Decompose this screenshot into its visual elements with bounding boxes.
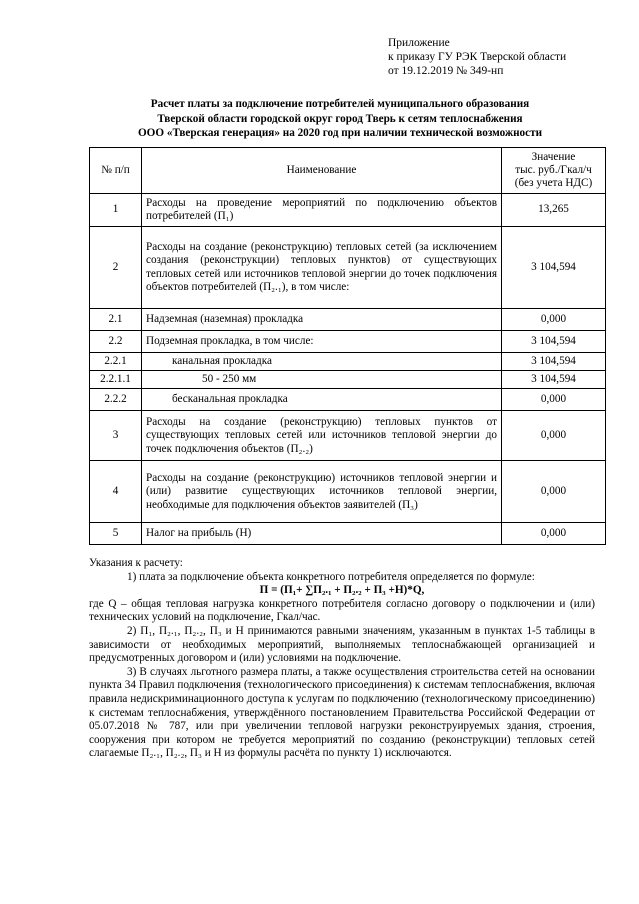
- table-row: [90, 331, 606, 353]
- row-value: 13,265: [502, 194, 606, 227]
- row-num: 2.2.1: [90, 353, 142, 371]
- table-row: [90, 411, 606, 461]
- row-name: Расходы на проведение мероприятий по подключению объектов потребителей (П₁): [142, 194, 502, 227]
- note-1: 1) плата за подключение объекта конкретного потребителя определяется по формуле:: [127, 570, 535, 583]
- note-2: 2) П₁, П₂.₁, П₂.₂, П₃ и Н принимаются равными значениям, указанным в пунктах 1-5 таблицы в зависимости от необходимых мероприятий, выполняемых теплоснабжающей организацией и предусмотренных договором и (или) условиями на подключение.: [89, 624, 595, 665]
- header-value-line-1: Значение: [531, 150, 576, 163]
- row-name: Расходы на создание (реконструкцию) тепловых сетей (за исключением создания (реконструкции) тепловых пунктов) от существующих тепловых сетей или источников тепловой энергии до точек подключения объектов потребителей (П₂.₁), в том числе:: [142, 227, 502, 309]
- row-name: Расходы на создание (реконструкцию) источников тепловой энергии и (или) развитие существующих источников тепловой энергии, необходимые для подключения объектов заявителей (П₃): [142, 461, 502, 523]
- row-name: 50 - 250 мм: [142, 371, 502, 389]
- row-num: 1: [90, 194, 142, 227]
- title-line-3: ООО «Тверская генерация» на 2020 год при наличии технической возможности: [137, 127, 543, 139]
- table-row: [90, 389, 606, 411]
- table-row: [90, 523, 606, 545]
- row-value: 3 104,594: [502, 331, 606, 353]
- notes-heading: Указания к расчету:: [89, 557, 183, 569]
- table-row: [90, 227, 606, 309]
- header-value-line-2: тыс. руб./Гкал/ч: [515, 163, 592, 176]
- table-row: [90, 309, 606, 331]
- row-value: 3 104,594: [502, 371, 606, 389]
- title-line-1: Расчет платы за подключение потребителей муниципального образования: [150, 98, 530, 110]
- row-name: Расходы на создание (реконструкцию) тепловых пунктов от существующих тепловых сетей или источников тепловой энергии до точек подключения объектов (П₂.₂): [142, 411, 502, 461]
- row-value: 0,000: [502, 411, 606, 461]
- note-1-continued: где Q – общая тепловая нагрузка конкретного потребителя согласно договору о подключении и (или) технических условий на подключение, Гкал/час.: [89, 597, 595, 624]
- document-title: [80, 97, 600, 141]
- row-num: 2.2: [90, 331, 142, 353]
- row-num: 2: [90, 227, 142, 309]
- row-num: 2.2.2: [90, 389, 142, 411]
- calculation-table: [89, 147, 606, 545]
- table-header-row: [90, 148, 606, 194]
- row-value: 0,000: [502, 309, 606, 331]
- row-value: 0,000: [502, 461, 606, 523]
- table-row: [90, 371, 606, 389]
- header-num: № п/п: [90, 148, 142, 194]
- row-name: Налог на прибыль (Н): [142, 523, 502, 545]
- row-num: 2.1: [90, 309, 142, 331]
- appendix-header: [388, 36, 566, 78]
- header-name: Наименование: [142, 148, 502, 194]
- row-value: 0,000: [502, 389, 606, 411]
- row-name: Подземная прокладка, в том числе:: [142, 331, 502, 353]
- note-3: 3) В случаях льготного размера платы, а также осуществления строительства сетей на основании пункта 34 Правил подключения (технологического присоединения) к системам теплоснабжения, включая правила недискриминационного доступа к услугам по подключению (технологическому присоединению) к системам теплоснабжения, утверждённого постановлением Правительства Российской Федерации от 05.07.2018 № 787, или при увеличении тепловой нагрузки реконструируемых здания, строения, сооружения при котором не требуется мероприятий по созданию (реконструкции) тепловых сетей слагаемые П₂.₁, П₂.₂, П₃ и Н из формулы расчёта по пункту 1) исключаются.: [89, 665, 595, 760]
- appendix-line-1: Приложение: [388, 37, 450, 49]
- row-num: 4: [90, 461, 142, 523]
- row-value: 3 104,594: [502, 227, 606, 309]
- row-value: 0,000: [502, 523, 606, 545]
- calculation-notes: [89, 557, 595, 761]
- row-num: 2.2.1.1: [90, 371, 142, 389]
- row-num: 5: [90, 523, 142, 545]
- formula: П = (П₁+ ∑П₂.₁ + П₂.₂ + П₃ +Н)*Q,: [259, 584, 425, 597]
- title-line-2: Тверской области городской округ город Тверь к сетям теплоснабжения: [157, 112, 523, 125]
- table-row: [90, 194, 606, 227]
- row-value: 3 104,594: [502, 353, 606, 371]
- row-name: бесканальная прокладка: [142, 389, 502, 411]
- row-name: Надземная (наземная) прокладка: [142, 309, 502, 331]
- appendix-line-2: к приказу ГУ РЭК Тверской области: [388, 51, 567, 63]
- row-name: канальная прокладка: [142, 353, 502, 371]
- header-value: [502, 148, 606, 194]
- appendix-line-3: от 19.12.2019 № 349-нп: [388, 65, 504, 77]
- row-num: 3: [90, 411, 142, 461]
- header-value-line-3: (без учета НДС): [514, 177, 593, 190]
- table-row: [90, 461, 606, 523]
- table-row: [90, 353, 606, 371]
